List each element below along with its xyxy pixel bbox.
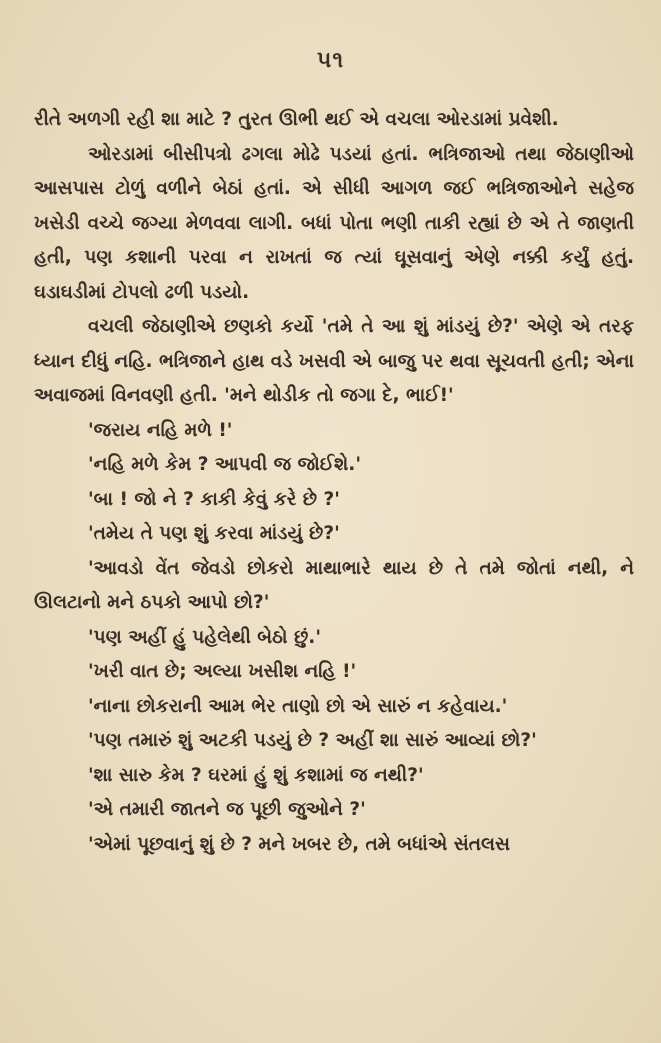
dialogue-line: 'બા ! જો ને ? કાકી કેવું કરે છે ?' <box>88 488 340 510</box>
paragraph: વચલી જેઠાણીએ છણકો કર્યો 'તમે તે આ શું માંડયું છે?' એણે એ તરફ ધ્યાન દીધું નહિ. ભત્રિજાને હાથ વડે ખસવી એ બાજુ પર થવા સૂચવતી હતી; એના અવાજમાં વિનવણી હતી. 'મને થોડીક તો જગા દે, ભાઈ!' <box>34 316 635 406</box>
dialogue-line: 'તમેય તે પણ શું કરવા માંડયું છે?' <box>88 523 340 544</box>
dialogue-line: 'જરાય નહિ મળે !' <box>88 419 233 441</box>
paragraph: ઓરડામાં બીસીપત્રો ઢગલા મોઢે પડયાં હતાં. ભત્રિજાઓ તથા જેઠાણીઓ આસપાસ ટોળું વળીને બેઠાં હતાં. એ સીધી આગળ જઈ ભત્રિજાઓને સહેજ ખસેડી વચ્ચે જગ્યા મેળવવા લાગી. બધાં પોતા ભણી તાકી રહ્યાં છે એ તે જાણતી હતી, પણ કશાની પરવા ન રાખતાં જ ત્યાં ઘૂસવાનું એણે નક્કી કર્યું હતું. ઘડાઘડીમાં ટોપલો ઢળી પડયો. <box>34 143 634 303</box>
dialogue-line: 'પણ અહીં હું પહેલેથી બેઠો છું.' <box>88 626 321 648</box>
dialogue-line: 'ખરી વાત છે; અલ્યા ખસીશ નહિ !' <box>88 661 357 682</box>
dialogue-line: 'એ તમારી જાતને જ પૂછી જુઓને ?' <box>88 799 366 820</box>
dialogue-line: 'આવડો વેંત જેવડો છોકરો માથાભારે થાય છે તે તમે જોતાં નથી, ને ઊલટાનો મને ઠપકો આપો છો?' <box>34 557 634 613</box>
body-text <box>34 103 634 862</box>
paragraph: રીતે અળગી રહી શા માટે ? તુરત ઊભી થઈ એ વચલા ઓરડામાં પ્રવેશી. <box>34 109 559 130</box>
dialogue-line: 'નહિ મળે કેમ ? આપવી જ જોઈશે.' <box>88 454 361 475</box>
dialogue-line: 'એમાં પૂછવાનું શું છે ? મને ખબર છે, તમે બધાંએ સંતલસ <box>88 833 510 855</box>
dialogue-line: 'શા સારુ કેમ ? ઘરમાં હું શું કશામાં જ નથી?' <box>88 764 424 786</box>
dialogue-line: 'પણ તમારું શું અટકી પડયું છે ? અહીં શા સારું આવ્યાં છો?' <box>88 730 537 751</box>
page-number: ૫૧ <box>316 48 345 73</box>
dialogue-line: 'નાના છોકરાની આમ ભેર તાણો છો એ સારું ન કહેવાય.' <box>88 695 508 717</box>
